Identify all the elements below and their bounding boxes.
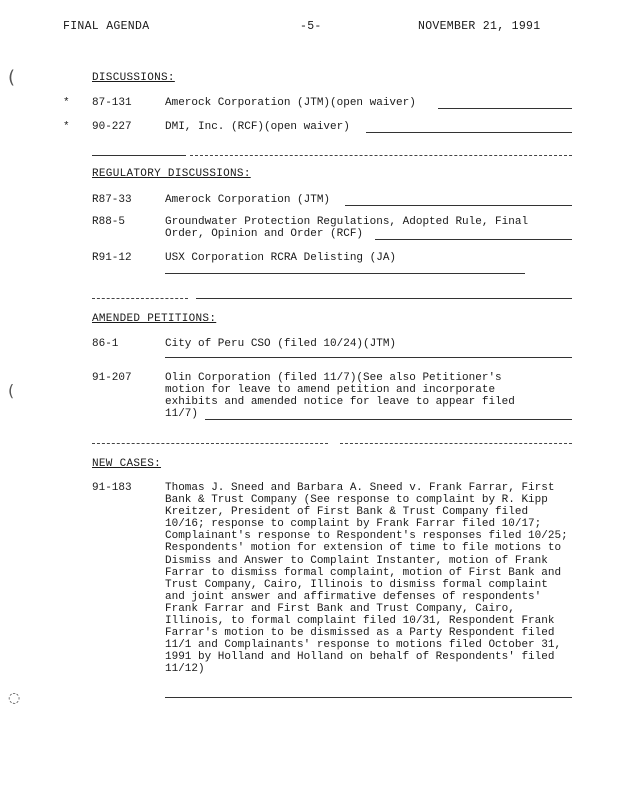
separator-line [92,298,188,299]
section-heading-discussions: DISCUSSIONS: [92,72,175,84]
blank-line [165,697,572,698]
separator-line [196,298,572,299]
item-text: USX Corporation RCRA Delisting (JA) [165,252,397,264]
item-text: 11/7) [165,408,199,420]
item-mark: * [63,121,70,133]
item-text: Thomas J. Sneed and Barbara A. Sneed v. Frank Farrar, First Bank & Trust Company (See response to complaint by R. Kipp Kreitzer, President of First Bank & Trust Company filed 10/16; response to complaint by Frank Farrar filed 10/17; Complainant's response to Respondent's responses filed 10/25; Respondents' motion for extension of time to file motions to Dismiss and Answer to Complaint Instanter, motion of Frank Farrar to dismiss formal complaint, motion of First Bank and Trust Company, Cairo, Illinois to dismiss formal complaint and joint answer and affirmative defenses of respondents' Frank Farrar and First Bank and Trust Company, Cairo, Illinois, to formal complaint filed 10/31, Respondent Frank Farrar's motion to be dismissed as a Party Respondent filed 11/1 and Complainants' response to motions filed October 31, 1991 by Holland and Holland on behalf of Respondents' filed 11/12) [165,482,568,676]
separator-line [340,443,572,444]
item-text: Amerock Corporation (JTM)(open waiver) [165,97,416,109]
page-number: -5- [300,20,322,33]
blank-line [366,132,572,133]
item-number: R87-33 [92,194,132,206]
header-date: NOVEMBER 21, 1991 [418,20,541,33]
item-text: Amerock Corporation (JTM) [165,194,331,206]
section-heading-regulatory: REGULATORY DISCUSSIONS: [92,168,251,180]
item-text: Order, Opinion and Order (RCF) [165,228,364,240]
item-number: R88-5 [92,216,126,228]
item-text: exhibits and amended notice for leave to appear filed [165,396,515,408]
item-number: 90-227 [92,121,132,133]
item-text: Groundwater Protection Regulations, Adopted Rule, Final [165,216,529,228]
separator-line [190,155,572,156]
margin-mark: ◌ [8,690,21,706]
item-number: 91-207 [92,372,132,384]
separator-line [92,443,328,444]
margin-mark: ( [8,67,16,88]
item-text: Olin Corporation (filed 11/7)(See also Petitioner's [165,372,502,384]
margin-mark: ( [8,381,15,400]
item-number: 87-131 [92,97,132,109]
blank-line [375,239,572,240]
item-text: motion for leave to amend petition and incorporate [165,384,496,396]
blank-line [438,108,572,109]
blank-line [165,357,572,358]
item-text: City of Peru CSO (filed 10/24)(JTM) [165,338,397,350]
header-left: FINAL AGENDA [63,20,150,33]
blank-line [165,273,525,274]
blank-line [205,419,572,420]
blank-line [345,205,572,206]
item-text: DMI, Inc. (RCF)(open waiver) [165,121,350,133]
section-heading-new-cases: NEW CASES: [92,458,162,470]
item-number: 91-183 [92,482,132,494]
item-mark: * [63,97,70,109]
item-number: R91-12 [92,252,132,264]
item-number: 86-1 [92,338,119,350]
separator-line [92,155,186,156]
section-heading-amended: AMENDED PETITIONS: [92,313,217,325]
